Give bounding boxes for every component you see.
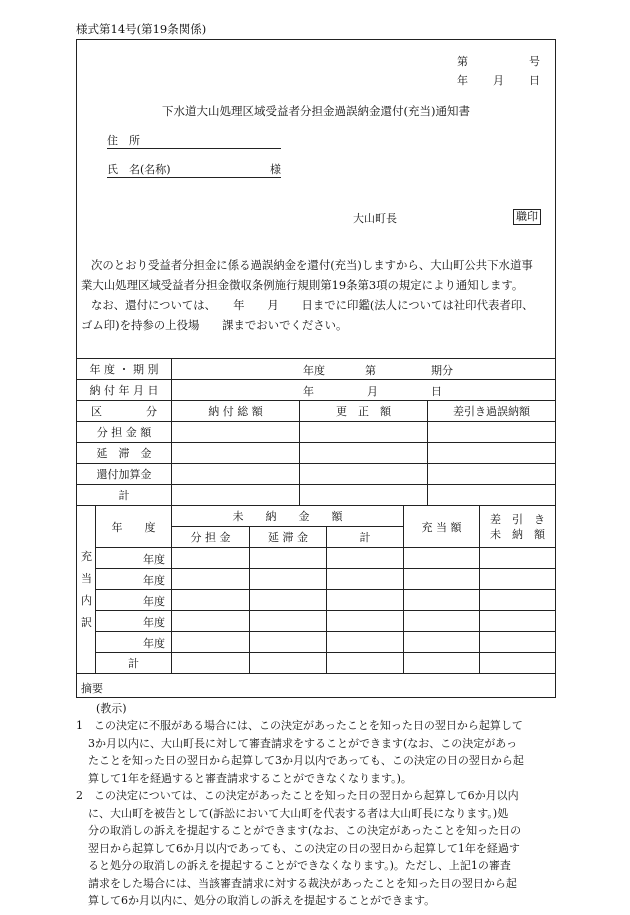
date-year: 年 (457, 74, 468, 87)
instruction-item-2-line-1: 2 この決定については、この決定があったことを知った日の翌日から起算して6か月以内 (76, 789, 519, 802)
body-paragraph-2-line-2: ゴム印)を持参の上役場 課までおいでください。 (81, 318, 348, 332)
juto-side-label: 充 当 内 訳 (81, 550, 92, 629)
table1-payment-day: 日 (431, 385, 442, 398)
table1-row-label: 区 分 (91, 404, 157, 418)
table1-row-label: 分 担 金 額 (96, 425, 152, 439)
table1-row-label: 年 度 ・ 期 別 (89, 362, 159, 376)
name-label: 氏 名(名称) (107, 163, 171, 176)
table2-row-year: 年度 (143, 616, 165, 629)
document-title: 下水道大山処理区域受益者分担金過誤納金還付(充当)通知書 (162, 104, 470, 118)
table2-year-header: 年 度 (111, 520, 156, 534)
table2-bottom-border (77, 673, 555, 674)
instruction-item-2-line-5: ると処分の取消しの訴えを提起することができなくなります。)。ただし、上記1の審査 (88, 859, 511, 872)
notice-form-frame (76, 39, 556, 698)
table1-row-label: 計 (118, 488, 130, 502)
table2-row-divider (95, 589, 555, 590)
table1-fiscal-year-unit: 年度 (303, 364, 325, 377)
table1-col-header: 更 正 額 (336, 404, 391, 418)
instruction-item-1-line-4: 算して1年を経過すると審査請求することができなくなります。)。 (88, 772, 412, 785)
instruction-item-2-line-2: に、大山町を被告として(訴訟において大山町を代表する者は大山町長になります。)処 (88, 807, 509, 820)
table2-sub-header: 分 担 金 (190, 531, 231, 544)
honorific-sama: 様 (270, 163, 281, 176)
remarks-label: 摘要 (81, 682, 103, 695)
instruction-item-1-line-2: 3か月以内に、大山町長に対して審査請求をすることができます(なお、この決定があっ (88, 737, 518, 750)
table1-payment-year: 年 (303, 385, 314, 398)
instruction-heading: (教示) (96, 702, 127, 715)
instruction-item-1-line-1: 1 この決定に不服がある場合には、この決定があったことを知った日の翌日から起算して (76, 719, 523, 732)
body-paragraph-1-line-1: 次のとおり受益者分担金に係る過誤納金を還付(充当)しますから、大山町公共下水道事 (91, 258, 533, 272)
instruction-item-2-line-6: 請求をした場合には、当該審査請求に対する裁決があったことを知った日の翌日から起 (88, 877, 517, 890)
table1-installment-dai: 第 (365, 364, 376, 377)
table2-row-divider (95, 568, 555, 569)
body-paragraph-1-line-2: 業大山処理区域受益者分担金徴収条例施行規則第19条第3項の規定により通知します。 (81, 278, 524, 292)
table2-row-year: 年度 (143, 574, 165, 587)
body-paragraph-2-line-1: なお、還付については、 年 月 日までに印鑑(法人については社印代表者印、 (91, 298, 534, 312)
table2-row-divider (95, 610, 555, 611)
date-month: 月 (493, 74, 504, 87)
table2-total-label: 計 (128, 656, 139, 670)
date-day: 日 (529, 74, 540, 87)
table1-installment-kibun: 期分 (431, 364, 453, 377)
table1-label-divider (171, 358, 172, 505)
instruction-item-2-line-3: 分の取消しの訴えを提起することができます(なお、この決定があったことを知った日の (88, 824, 522, 837)
table2-unpaid-header: 未 納 金 額 (232, 510, 343, 523)
table1-col-header: 差引き過誤納額 (453, 404, 530, 418)
table2-remaining-unpaid-header: 差 引 き 未 納 額 (490, 512, 545, 541)
table1-payment-month: 月 (367, 385, 378, 398)
table1-row-label: 納 付 年 月 日 (89, 383, 159, 397)
table2-sub-header: 延 滞 金 (268, 531, 308, 544)
table1-row-label: 還付加算金 (96, 467, 152, 481)
table2-sub-header: 計 (359, 531, 371, 544)
table2-row-year: 年度 (143, 637, 165, 650)
instruction-item-1-line-3: たことを知った日の翌日から起算して3か月以内であっても、この決定の日の翌日から起 (88, 754, 524, 767)
table1-row-label: 延 滞 金 (96, 446, 152, 460)
table1-col-header: 納 付 総 額 (208, 404, 263, 418)
table2-row-year: 年度 (143, 553, 165, 566)
doc-number-dai: 第 (457, 55, 468, 68)
table2-row-divider (95, 631, 555, 632)
address-field[interactable] (107, 132, 281, 149)
table2-juto-header: 充 当 額 (421, 520, 462, 534)
table2-row-divider (95, 547, 555, 548)
address-label: 住 所 (107, 134, 140, 147)
issuer-title: 大山町長 (353, 212, 397, 225)
doc-number-go: 号 (529, 55, 540, 68)
table2-row-year: 年度 (143, 595, 165, 608)
form-number-label: 様式第14号(第19条関係) (76, 22, 207, 36)
official-seal-box: 職印 (513, 209, 541, 225)
instruction-item-2-line-7: 算して6か月以内に、処分の取消しの訴えを提起することができます。 (88, 894, 436, 907)
name-field[interactable] (107, 161, 281, 178)
instruction-item-2-line-4: 翌日から起算して6か月以内であっても、この決定の日の翌日から起算して1年を経過す (88, 842, 520, 855)
